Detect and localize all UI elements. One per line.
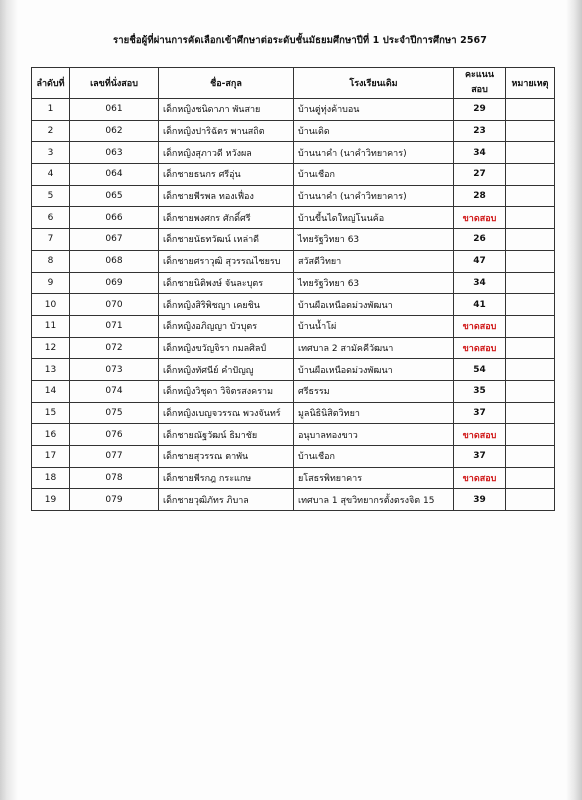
table-row [32, 207, 555, 229]
results-table [31, 67, 555, 511]
cell-no: 1 [32, 99, 70, 121]
cell-name: เด็กชายนัธทวัฒน์ เหล่าดี [159, 229, 294, 251]
cell-school: มูลนิธินิสิตวิทยา [294, 402, 454, 424]
cell-name: เด็กหญิงขวัญจิรา กมลศิลป์ [159, 337, 294, 359]
table-row [32, 229, 555, 251]
cell-note [506, 99, 555, 121]
cell-school: บ้านเดิด [294, 120, 454, 142]
cell-school: บ้านเชือก [294, 446, 454, 468]
cell-school: อนุบาลทองขาว [294, 424, 454, 446]
cell-name: เด็กหญิงชนิดาภา พันสาย [159, 99, 294, 121]
cell-no: 8 [32, 250, 70, 272]
cell-no: 18 [32, 467, 70, 489]
cell-seat: 067 [70, 229, 159, 251]
cell-note [506, 164, 555, 186]
cell-school: เทศบาล 1 สุขวิทยากรตั้งตรงจิต 15 [294, 489, 454, 511]
page-edge-shadow-right [566, 0, 582, 800]
table-row [32, 359, 555, 381]
cell-name: เด็กหญิงสิริพิชญา เคยชิน [159, 294, 294, 316]
cell-note [506, 207, 555, 229]
cell-name: เด็กชายณัฐวัฒน์ ธิมาชัย [159, 424, 294, 446]
cell-no: 7 [32, 229, 70, 251]
cell-score: 28 [454, 185, 506, 207]
cell-note [506, 402, 555, 424]
cell-school: เทศบาล 2 สามัคคีวัฒนา [294, 337, 454, 359]
cell-seat: 066 [70, 207, 159, 229]
cell-school: ยโสธรพิทยาคาร [294, 467, 454, 489]
header-name: ชื่อ-สกุล [159, 68, 294, 99]
cell-seat: 064 [70, 164, 159, 186]
cell-name: เด็กหญิงอภิญญา บัวบุตร [159, 315, 294, 337]
cell-seat: 078 [70, 467, 159, 489]
cell-name: เด็กชายพงศกร ศักดิ์ศรี [159, 207, 294, 229]
cell-note [506, 467, 555, 489]
cell-school: ไทยรัฐวิทยา 63 [294, 229, 454, 251]
header-seat: เลขที่นั่งสอบ [70, 68, 159, 99]
cell-no: 15 [32, 402, 70, 424]
cell-seat: 077 [70, 446, 159, 468]
table-row [32, 315, 555, 337]
cell-no: 13 [32, 359, 70, 381]
cell-seat: 075 [70, 402, 159, 424]
cell-school: บ้านขี้นไดใหญ่โนนค้อ [294, 207, 454, 229]
cell-no: 6 [32, 207, 70, 229]
cell-no: 14 [32, 380, 70, 402]
table-row [32, 402, 555, 424]
cell-score: 37 [454, 446, 506, 468]
cell-note [506, 272, 555, 294]
cell-school: ศรีธรรม [294, 380, 454, 402]
table-row [32, 489, 555, 511]
cell-school: บ้านตูู่ทุ่งค้าบอน [294, 99, 454, 121]
cell-seat: 068 [70, 250, 159, 272]
cell-seat: 079 [70, 489, 159, 511]
document-title: รายชื่อผู้ที่ผ่านการคัดเลือกเข้าศึกษาต่อระดับชั้นมัธยมศึกษาปีที่ 1 ประจำปีการศึกษา 2567 [113, 35, 487, 46]
cell-note [506, 315, 555, 337]
table-row [32, 250, 555, 272]
cell-score: 34 [454, 272, 506, 294]
cell-note [506, 337, 555, 359]
cell-note [506, 359, 555, 381]
cell-seat: 062 [70, 120, 159, 142]
cell-no: 9 [32, 272, 70, 294]
cell-score: ขาดสอบ [454, 424, 506, 446]
cell-name: เด็กชายพีรกฎ กระแกษ [159, 467, 294, 489]
cell-school: ไทยรัฐวิทยา 63 [294, 272, 454, 294]
cell-score: 27 [454, 164, 506, 186]
cell-no: 16 [32, 424, 70, 446]
table-row [32, 467, 555, 489]
table-row [32, 185, 555, 207]
cell-no: 2 [32, 120, 70, 142]
cell-score: 26 [454, 229, 506, 251]
header-score-line1: คะแนน [465, 70, 494, 80]
cell-score: 29 [454, 99, 506, 121]
cell-name: เด็กหญิงสุภาวดี หวังผล [159, 142, 294, 164]
cell-score: 35 [454, 380, 506, 402]
cell-name: เด็กชายสุวรรณ ตาพัน [159, 446, 294, 468]
cell-school: บ้านน้ำโผ่ [294, 315, 454, 337]
cell-score: 54 [454, 359, 506, 381]
table-row [32, 424, 555, 446]
cell-seat: 070 [70, 294, 159, 316]
cell-note [506, 185, 555, 207]
cell-score: ขาดสอบ [454, 337, 506, 359]
cell-note [506, 142, 555, 164]
cell-no: 11 [32, 315, 70, 337]
table-row [32, 337, 555, 359]
header-note: หมายเหตุ [506, 68, 555, 99]
cell-score: ขาดสอบ [454, 207, 506, 229]
cell-name: เด็กชายวุฒิภัทร ภิบาล [159, 489, 294, 511]
cell-no: 19 [32, 489, 70, 511]
table-row [32, 380, 555, 402]
cell-score: 23 [454, 120, 506, 142]
cell-no: 10 [32, 294, 70, 316]
page-edge-shadow-left [0, 0, 18, 800]
cell-name: เด็กชายศราวุฒิ สุวรรณไชยรบ [159, 250, 294, 272]
cell-seat: 069 [70, 272, 159, 294]
header-score-line2: สอบ [471, 85, 488, 95]
cell-school: สวัสดีวิทยา [294, 250, 454, 272]
table-row [32, 272, 555, 294]
cell-school: บ้านนาคำ (นาคำวิทยาคาร) [294, 142, 454, 164]
cell-score: 37 [454, 402, 506, 424]
cell-school: บ้านผือเหนือดม่วงพัฒนา [294, 294, 454, 316]
cell-seat: 071 [70, 315, 159, 337]
cell-note [506, 294, 555, 316]
table-row [32, 446, 555, 468]
table-row [32, 294, 555, 316]
cell-no: 17 [32, 446, 70, 468]
cell-note [506, 229, 555, 251]
cell-score: 47 [454, 250, 506, 272]
cell-school: บ้านนาคำ (นาคำวิทยาคาร) [294, 185, 454, 207]
cell-score: 39 [454, 489, 506, 511]
cell-seat: 074 [70, 380, 159, 402]
cell-name: เด็กหญิงปาริฉัตร พานสถิต [159, 120, 294, 142]
cell-no: 3 [32, 142, 70, 164]
header-no: ลำดับที่ [32, 68, 70, 99]
cell-seat: 073 [70, 359, 159, 381]
cell-note [506, 120, 555, 142]
cell-seat: 063 [70, 142, 159, 164]
table-row [32, 99, 555, 121]
cell-seat: 061 [70, 99, 159, 121]
cell-name: เด็กหญิงวิชุดา วิจิตรสงคราม [159, 380, 294, 402]
table-row [32, 164, 555, 186]
cell-no: 5 [32, 185, 70, 207]
table-row [32, 120, 555, 142]
cell-score: ขาดสอบ [454, 467, 506, 489]
header-school: โรงเรียนเดิม [294, 68, 454, 99]
cell-no: 12 [32, 337, 70, 359]
header-score [454, 68, 506, 99]
cell-name: เด็กชายธนกร ศรีอุ่น [159, 164, 294, 186]
cell-name: เด็กชายนิติพงษ์ จันละบุตร [159, 272, 294, 294]
cell-note [506, 489, 555, 511]
table-row [32, 142, 555, 164]
cell-seat: 065 [70, 185, 159, 207]
cell-school: บ้านผือเหนือดม่วงพัฒนา [294, 359, 454, 381]
cell-name: เด็กหญิงเบญจวรรณ พวงจันทร์ [159, 402, 294, 424]
cell-note [506, 446, 555, 468]
cell-score: 41 [454, 294, 506, 316]
cell-seat: 072 [70, 337, 159, 359]
cell-no: 4 [32, 164, 70, 186]
cell-school: บ้านเชือก [294, 164, 454, 186]
cell-score: 34 [454, 142, 506, 164]
cell-note [506, 424, 555, 446]
cell-note [506, 380, 555, 402]
table-header-row [32, 68, 555, 99]
cell-note [506, 250, 555, 272]
cell-name: เด็กหญิงทัศนีย์ คำปัญญู [159, 359, 294, 381]
cell-name: เด็กชายพีรพล ทองเฟื่อง [159, 185, 294, 207]
cell-score: ขาดสอบ [454, 315, 506, 337]
cell-seat: 076 [70, 424, 159, 446]
